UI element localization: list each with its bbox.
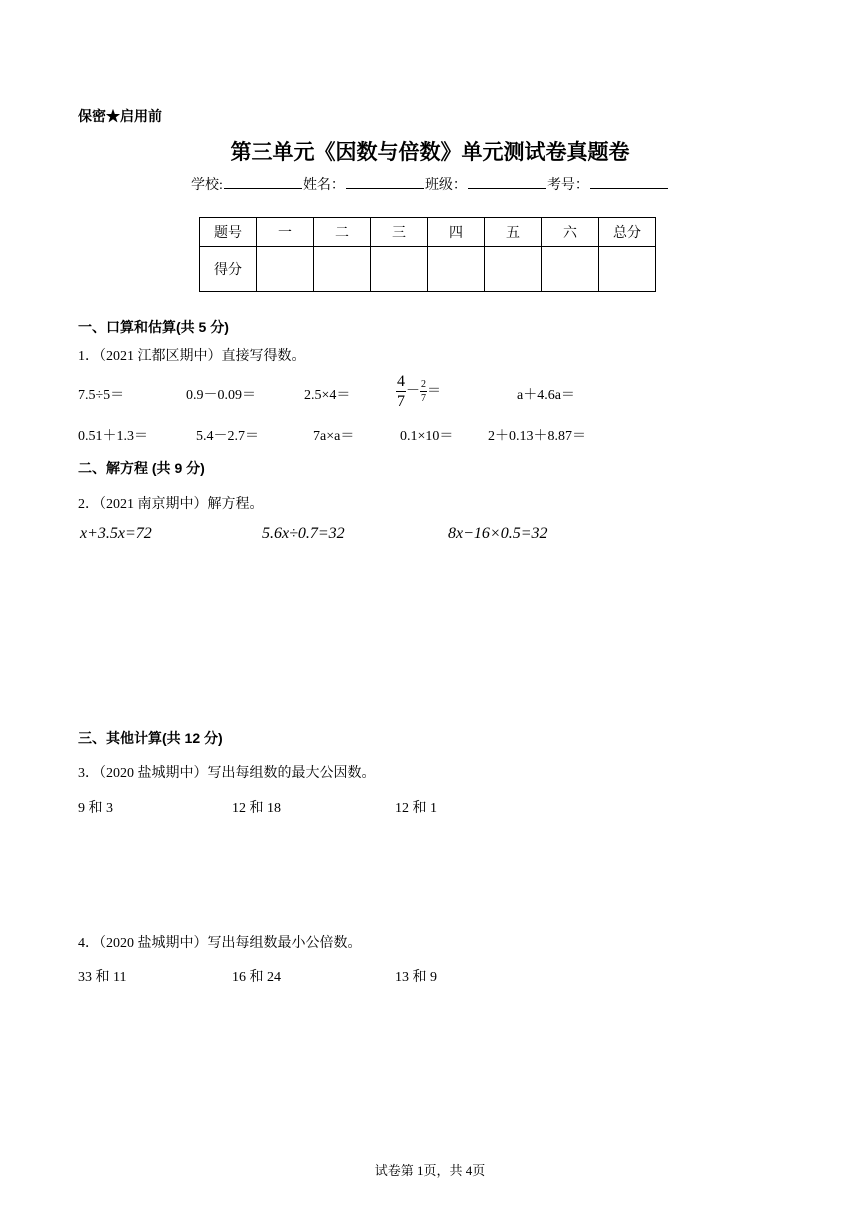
- section-1-heading: 一、口算和估算(共 5 分): [78, 319, 229, 335]
- header-cell: 一: [257, 218, 314, 247]
- score-cell: [314, 247, 371, 292]
- fraction-four-sevenths: $\frac{4}{7}$: [397, 373, 405, 410]
- page-title: 第三单元《因数与倍数》单元测试卷真题卷: [230, 140, 630, 164]
- page-footer: 试卷第 1页，共 4页: [374, 1163, 486, 1178]
- question-1: 1．（2021 江都区期中）直接写得数。: [78, 349, 306, 364]
- name-label: 姓名：: [302, 178, 345, 193]
- number-pair: 12 和 18: [232, 801, 281, 816]
- oral-expression: 2.5×4＝: [304, 388, 351, 403]
- number-pair: 33 和 11: [78, 970, 127, 985]
- score-cell: [428, 247, 485, 292]
- score-table-score-row: [200, 247, 656, 292]
- header-cell: 三: [371, 218, 428, 247]
- secret-mark: 保密★启用前: [78, 110, 162, 125]
- header-cell: 五: [485, 218, 542, 247]
- oral-expression: 0.9－0.09＝: [186, 388, 256, 403]
- oral-expression: 0.1×10＝: [400, 429, 454, 444]
- oral-expression: a＋4.6a＝: [517, 388, 575, 403]
- fraction-two-sevenths: $\frac{2}{7}$: [421, 379, 426, 404]
- question-2: 2．（2021 南京期中）解方程。: [78, 497, 264, 512]
- school-label: 学校:: [191, 178, 223, 193]
- oral-expression: 0.51＋1.3＝: [78, 429, 148, 444]
- section-3-heading: 三、其他计算(共 12 分): [78, 730, 223, 746]
- name-blank: [346, 176, 424, 189]
- fraction-expression: [396, 374, 441, 410]
- score-cell: [371, 247, 428, 292]
- score-cell: [599, 247, 656, 292]
- equation: 8x−16×0.5=32: [448, 525, 548, 542]
- number-pair: 9 和 3: [78, 801, 113, 816]
- number-pair: 13 和 9: [395, 970, 437, 985]
- minus-sign: －: [406, 384, 420, 400]
- header-cell: 题号: [200, 218, 257, 247]
- section-2-heading: 二、解方程 (共 9 分): [78, 460, 205, 476]
- oral-expression: 7a×a＝: [313, 429, 355, 444]
- exam-number-label: 考号：: [546, 178, 589, 193]
- number-pair: 12 和 1: [395, 801, 437, 816]
- exam-number-blank: [590, 176, 668, 189]
- header-cell: 二: [314, 218, 371, 247]
- student-info-line: [0, 174, 860, 194]
- class-label: 班级：: [424, 178, 467, 193]
- score-cell: [257, 247, 314, 292]
- question-4: 4．（2020 盐城期中）写出每组数最小公倍数。: [78, 936, 362, 951]
- header-cell: 四: [428, 218, 485, 247]
- class-blank: [468, 176, 546, 189]
- oral-expression: 5.4－2.7＝: [196, 429, 259, 444]
- score-cell: [485, 247, 542, 292]
- school-blank: [224, 176, 302, 189]
- oral-expression: 7.5÷5＝: [78, 388, 125, 403]
- equation: 5.6x÷0.7=32: [262, 525, 345, 542]
- row-label-cell: 得分: [200, 247, 257, 292]
- header-cell: 六: [542, 218, 599, 247]
- oral-expression: 2＋0.13＋8.87＝: [488, 429, 586, 444]
- header-cell: 总分: [599, 218, 656, 247]
- score-table-header-row: [200, 218, 656, 247]
- score-cell: [542, 247, 599, 292]
- equals-sign: ＝: [427, 384, 441, 400]
- score-table: [199, 217, 656, 292]
- number-pair: 16 和 24: [232, 970, 281, 985]
- question-3: 3．（2020 盐城期中）写出每组数的最大公因数。: [78, 766, 376, 781]
- equation: x+3.5x=72: [80, 525, 152, 542]
